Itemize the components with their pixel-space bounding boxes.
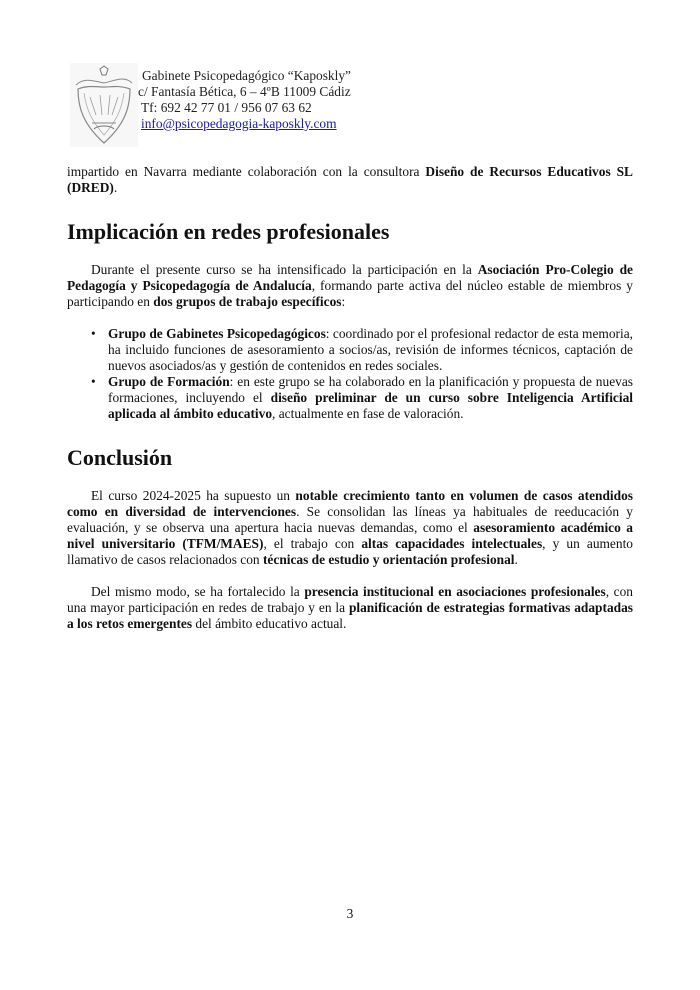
bullet-icon: • bbox=[91, 374, 96, 389]
email-link[interactable]: info@psicopedagogia-kaposkly.com bbox=[141, 116, 337, 131]
letterhead-phone: Tf: 692 42 77 01 / 956 07 63 62 bbox=[141, 100, 312, 115]
intro-paragraph bbox=[67, 164, 633, 196]
text-run: , con una mayor participación en redes de trabajo y en la bbox=[67, 584, 634, 615]
text-run: Durante el presente curso se ha intensificado la participación en la bbox=[91, 262, 478, 277]
bold-run: técnicas de estudio y orientación profesional bbox=[262, 552, 515, 567]
text-run: : en este grupo se ha colaborado en la planificación y propuesta de nuevas formaciones, incluyendo el bbox=[108, 374, 633, 405]
list-item bbox=[67, 326, 633, 374]
bold-run: altas capacidades intelectuales bbox=[361, 536, 543, 551]
redes-paragraph bbox=[67, 262, 633, 310]
section-heading-redes: Implicación en redes profesionales bbox=[67, 219, 390, 244]
letterhead-name: Gabinete Psicopedagógico “Kaposkly” bbox=[142, 68, 351, 83]
paragraph-gap bbox=[67, 568, 633, 584]
text-run: , el trabajo con bbox=[263, 536, 362, 551]
bold-run: dos grupos de trabajo específicos bbox=[153, 294, 342, 309]
bold-run: presencia institucional en asociaciones profesionales bbox=[304, 584, 606, 599]
text-run: del ámbito educativo actual. bbox=[192, 616, 347, 631]
shield-crest-logo-icon bbox=[70, 63, 138, 147]
letterhead-email-row bbox=[138, 116, 351, 132]
text-run: . bbox=[113, 180, 118, 195]
text-run: impartido en Navarra mediante colaboración con la consultora bbox=[67, 164, 426, 179]
bold-run: Diseño de Recursos Educativos SL (DRED) bbox=[67, 164, 633, 195]
letterhead-address: c/ Fantasía Bética, 6 – 4ºB 11009 Cádiz bbox=[138, 84, 351, 99]
bold-run: diseño preliminar de un curso sobre Inteligencia Artificial aplicada al ámbito educativo bbox=[108, 390, 633, 421]
bullet-icon: • bbox=[91, 326, 96, 341]
bold-run: planificación de estrategias formativas adaptadas a los retos emergentes bbox=[67, 600, 633, 631]
text-run: , formando parte activa del núcleo estable de miembros y participando en bbox=[67, 278, 633, 309]
text-run: . bbox=[514, 552, 518, 567]
list-item bbox=[67, 374, 633, 422]
letterhead bbox=[138, 68, 351, 132]
conclusion-paragraph-1 bbox=[67, 488, 633, 568]
document-body bbox=[67, 164, 633, 632]
text-run: Del mismo modo, se ha fortalecido la bbox=[91, 584, 305, 599]
text-run: , actualmente en fase de valoración. bbox=[272, 406, 464, 421]
bold-run: notable crecimiento tanto en volumen de casos atendidos como en diversidad de intervenciones bbox=[67, 488, 633, 519]
page-number: 3 bbox=[346, 906, 354, 921]
bold-run: Grupo de Formación bbox=[108, 374, 230, 389]
text-run: : coordinado por el profesional redactor de esta memoria, ha incluido funciones de asesoramiento a socios/as, revisión de informes técnicos, captación de nuevos asociados/as y gestión de contenidos en redes sociales. bbox=[108, 326, 633, 373]
bold-run: Grupo de Gabinetes Psicopedagógicos bbox=[108, 326, 326, 341]
work-groups-list bbox=[67, 326, 633, 422]
conclusion-paragraph-2 bbox=[67, 584, 633, 632]
text-run: El curso 2024-2025 ha supuesto un bbox=[91, 488, 296, 503]
bold-run: asesoramiento académico a nivel universitario (TFM/MAES) bbox=[67, 520, 633, 551]
section-heading-conclusion: Conclusión bbox=[67, 445, 173, 470]
text-run: : bbox=[341, 294, 346, 309]
text-run: . Se consolidan las líneas ya habituales de reeducación y evaluación, y se observa una apertura hacia nuevas demandas, como el bbox=[67, 504, 633, 535]
bold-run: Asociación Pro-Colegio de Pedagogía y Psicopedagogía de Andalucía bbox=[67, 262, 633, 293]
text-run: , y un aumento llamativo de casos relacionados con bbox=[67, 536, 633, 567]
